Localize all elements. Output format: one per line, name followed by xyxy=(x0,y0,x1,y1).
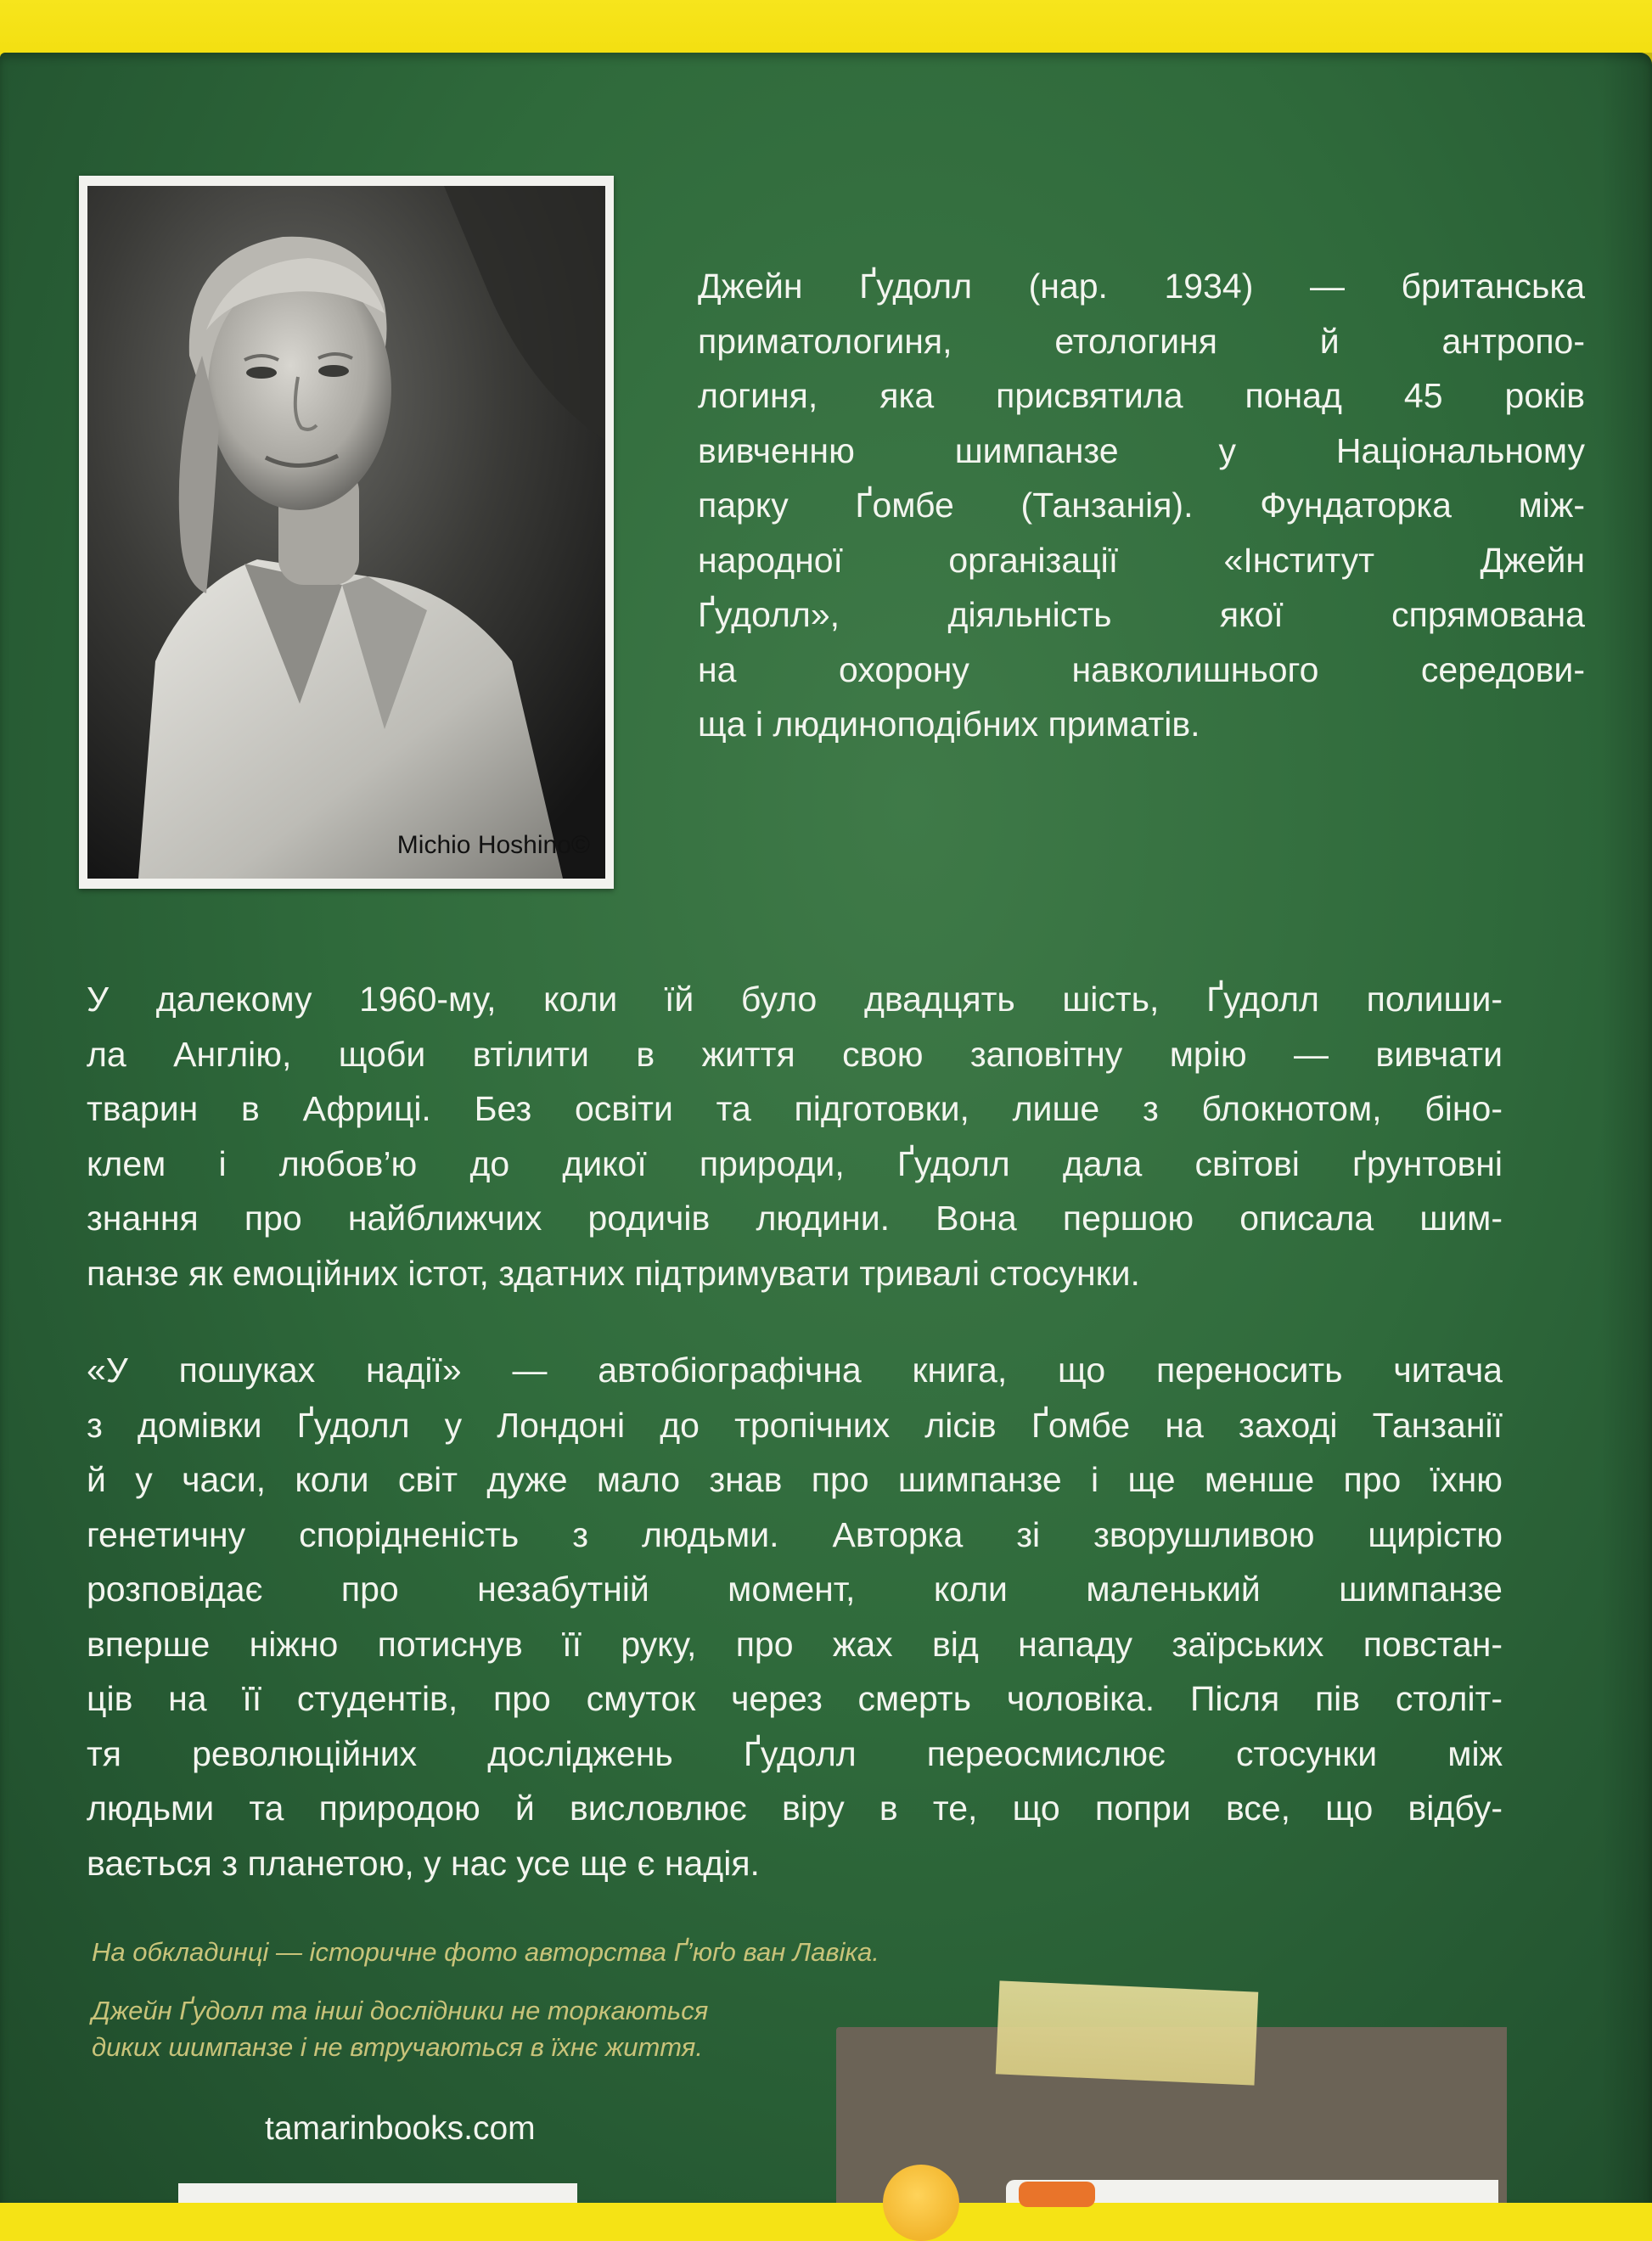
cover-notes xyxy=(92,1934,879,2065)
paragraph-line: У далекому 1960-му, коли їй було двадцять шість, Ґудолл полиши- xyxy=(87,980,1503,1019)
paragraph-line: панзе як емоційних істот, здатних підтримувати тривалі стосунки. xyxy=(87,1253,1140,1293)
paragraph-line: людьми та природою й висловлює віру в те, що попри все, що відбу- xyxy=(87,1789,1503,1828)
bio-line: Ґудолл», діяльність якої спрямована xyxy=(698,595,1585,634)
bio-line: парку Ґомбе (Танзанія). Фундаторка між- xyxy=(698,486,1585,525)
paragraph-line: генетичну спорідненість з людьми. Авторка зі зворушливою щирістю xyxy=(87,1514,1503,1554)
adhesive-tape xyxy=(996,1980,1259,2085)
author-portrait-illustration xyxy=(87,186,605,879)
paragraph-line: тя революційних досліджень Ґудолл переосмислює стосунки між xyxy=(87,1733,1503,1773)
bio-line: приматологиня, етологиня й антропо- xyxy=(698,321,1585,361)
paragraph-line: розповідає про незабутній момент, коли маленький шимпанзе xyxy=(87,1570,1503,1609)
bio-line: Джейн Ґудолл (нар. 1934) — британська xyxy=(698,267,1585,306)
paragraph-line: знання про найближчих родичів людини. Вона першою описала шим- xyxy=(87,1199,1503,1238)
paragraph-line: вперше ніжно потиснув її руку, про жах від нападу заїрських повстан- xyxy=(87,1624,1503,1664)
disclaimer-line: Джейн Ґудолл та інші дослідники не торкаються xyxy=(92,1996,709,2025)
bio-line: ща і людиноподібних приматів. xyxy=(698,705,1200,744)
bio-line: вивченню шимпанзе у Національному xyxy=(698,430,1585,470)
paragraph-line: «У пошуках надії» — автобіографічна книга, що переносить читача xyxy=(87,1351,1503,1390)
orange-badge xyxy=(1019,2182,1095,2207)
paragraph-line: вається з планетою, у нас усе ще є надія. xyxy=(87,1843,760,1883)
author-photo-frame xyxy=(79,176,614,889)
paragraph-line: клем і любов’ю до дикої природи, Ґудолл дала світові ґрунтовні xyxy=(87,1143,1503,1183)
paragraph-line: ців на її студентів, про смуток через смерть чоловіка. Після пів століт- xyxy=(87,1679,1503,1718)
bio-line: логиня, яка присвятила понад 45 років xyxy=(698,376,1585,415)
cover-shadow-edge xyxy=(1601,53,1652,2203)
paragraph-line: тварин в Африці. Без освіти та підготовки, лише з блокнотом, біно- xyxy=(87,1089,1503,1128)
cover-photo-note: На обкладинці — історичне фото авторства Ґ’юґо ван Лавіка. xyxy=(92,1937,879,1967)
top-yellow-strip xyxy=(0,0,1652,59)
photo-credit: Michio Hoshino© xyxy=(396,831,590,859)
emoji-sticker-icon xyxy=(883,2165,959,2241)
author-photo xyxy=(87,186,605,879)
description-paragraph-2 xyxy=(87,1343,1503,1890)
author-bio xyxy=(698,259,1585,752)
description-paragraph-1 xyxy=(87,972,1503,1300)
bio-line: на охорону навколишнього середови- xyxy=(698,649,1585,689)
bio-line: народної організації «Інститут Джейн xyxy=(698,540,1585,580)
paragraph-line: з домівки Ґудолл у Лондоні до тропічних лісів Ґомбе на заході Танзанії xyxy=(87,1405,1503,1445)
publisher-website: tamarinbooks.com xyxy=(265,2110,536,2147)
paragraph-line: й у часи, коли світ дуже мало знав про шимпанзе і ще менше про їхню xyxy=(87,1460,1503,1499)
paragraph-line: ла Англію, щоби втілити в життя свою заповітну мрію — вивчати xyxy=(87,1034,1503,1074)
disclaimer-line: диких шимпанзе і не втручаються в їхнє життя. xyxy=(92,2032,703,2062)
sticker-strip xyxy=(178,2183,577,2203)
